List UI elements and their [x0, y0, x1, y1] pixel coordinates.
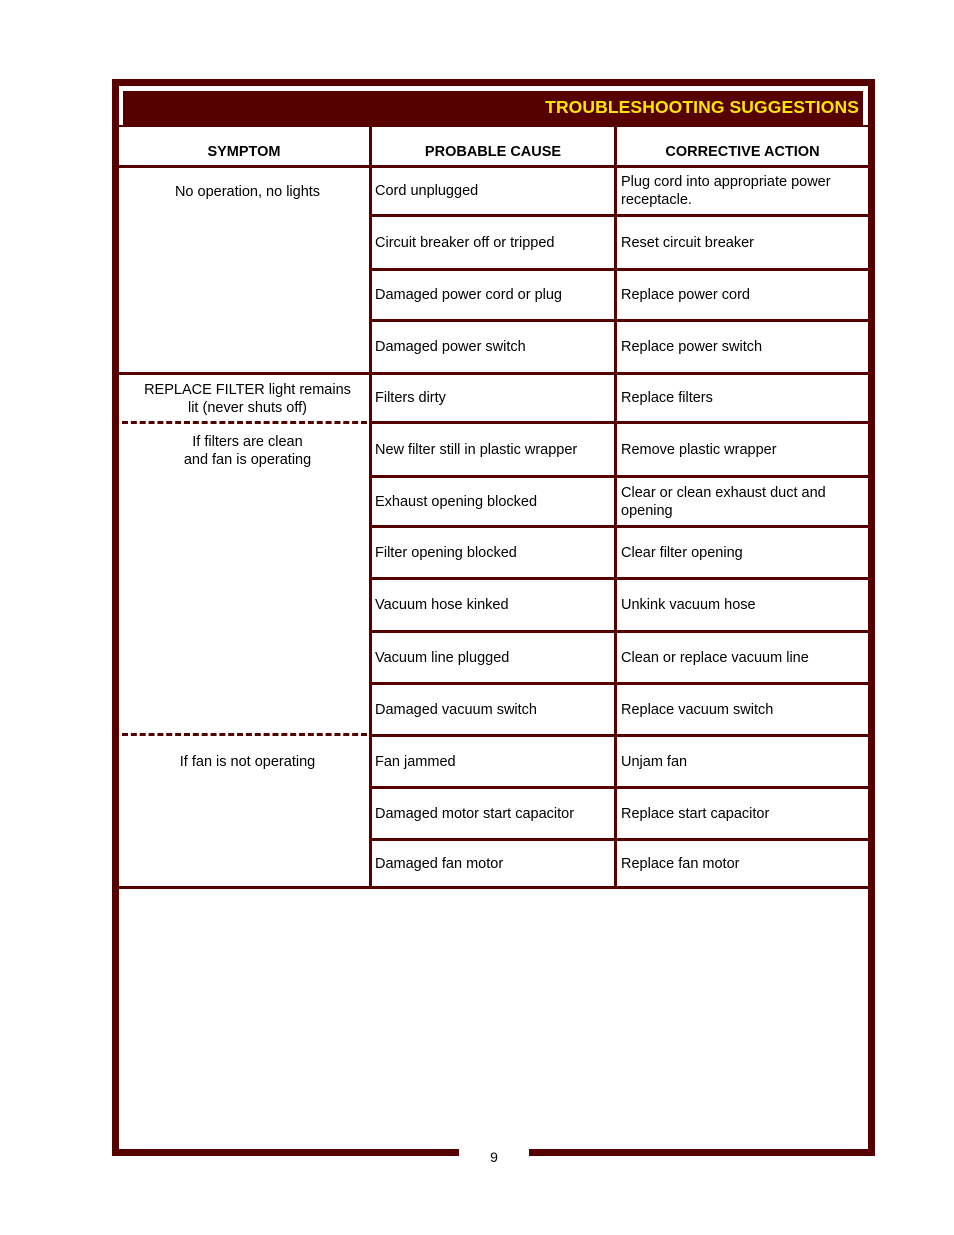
cause-cell: Damaged motor start capacitor: [375, 805, 575, 822]
action-cell: Plug cord into appropriate power receptacle.: [621, 174, 831, 208]
symptom-filters-clean-fan-operating: If filters are clean and fan is operating: [183, 434, 312, 468]
action-cell: Clean or replace vacuum line: [621, 649, 809, 666]
action-cell: Unjam fan: [621, 753, 688, 770]
cause-cell: Damaged power cord or plug: [375, 287, 562, 303]
action-cell: Clear or clean exhaust duct and opening: [621, 484, 826, 519]
cause-cell: Exhaust opening blocked: [375, 493, 538, 510]
action-cell: Replace power cord: [621, 287, 750, 303]
column-header-cause: PROBABLE CAUSE: [424, 144, 562, 160]
action-cell: Replace vacuum switch: [621, 701, 774, 718]
page-title: TROUBLESHOOTING SUGGESTIONS: [545, 97, 859, 117]
col-divider-2: [614, 125, 617, 889]
cause-cell: Filters dirty: [375, 390, 446, 406]
action-cell: Remove plastic wrapper: [621, 441, 777, 458]
column-header-action: CORRECTIVE ACTION: [665, 144, 820, 160]
cause-cell: New filter still in plastic wrapper: [375, 441, 578, 458]
frame-bottom-left: [112, 1149, 459, 1156]
table-top-rule: [119, 125, 868, 127]
action-cell: Replace start capacitor: [621, 805, 770, 822]
title-bar: [123, 91, 863, 125]
cause-cell: Damaged fan motor: [375, 855, 504, 872]
frame-top: [112, 79, 875, 86]
symptom-dashed-divider: [122, 733, 367, 736]
action-cell: Reset circuit breaker: [621, 234, 754, 251]
cause-cell: Filter opening blocked: [375, 544, 517, 561]
symptom-fan-not-operating: If fan is not operating: [179, 754, 316, 770]
action-cell: Replace filters: [621, 390, 713, 406]
table-bottom-rule: [119, 886, 868, 889]
frame-left: [112, 79, 119, 1156]
column-header-symptom: SYMPTOM: [207, 144, 281, 160]
frame-bottom-right: [529, 1149, 875, 1156]
action-cell: Replace fan motor: [621, 855, 740, 872]
symptom-no-operation: No operation, no lights: [174, 184, 321, 200]
symptom-dashed-divider: [122, 421, 367, 424]
cause-cell: Circuit breaker off or tripped: [375, 234, 555, 251]
action-cell: Replace power switch: [621, 339, 763, 355]
cause-cell: Cord unplugged: [375, 183, 479, 199]
page-number: 9: [490, 1149, 498, 1165]
cause-cell: Damaged power switch: [375, 339, 526, 355]
action-cell: Clear filter opening: [621, 544, 743, 561]
cause-cell: Fan jammed: [375, 753, 456, 770]
cause-cell: Vacuum line plugged: [375, 649, 510, 666]
action-cell: Unkink vacuum hose: [621, 597, 756, 613]
cause-cell: Vacuum hose kinked: [375, 597, 509, 613]
symptom-replace-filter-light: REPLACE FILTER light remains lit (never shuts off): [144, 382, 351, 416]
cause-cell: Damaged vacuum switch: [375, 701, 537, 718]
col-divider-1: [369, 125, 372, 889]
frame-right: [868, 79, 875, 1156]
